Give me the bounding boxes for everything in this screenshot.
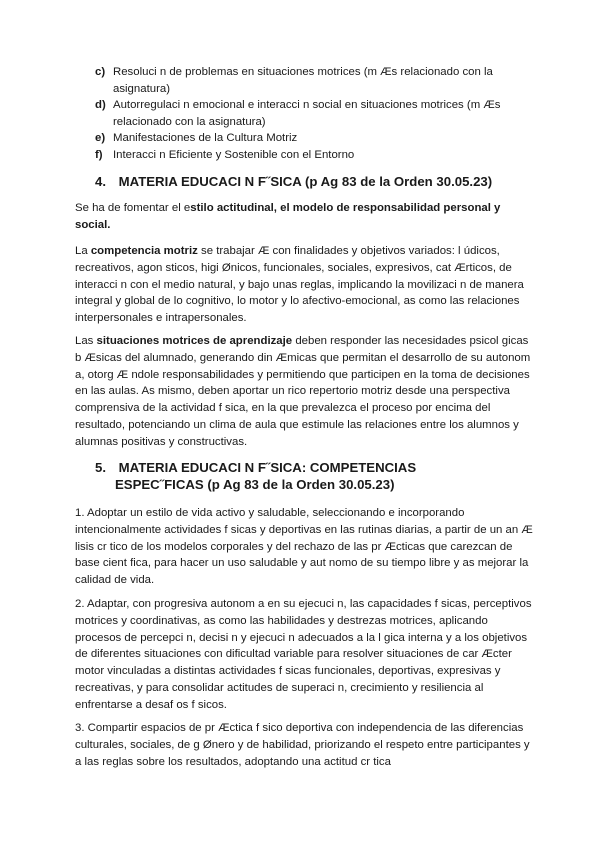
competencia-especifica-1: 1. Adoptar un estilo de vida activo y saludable, seleccionando e incorporando intencionalmente actividades f sicas y deportivas en las rutinas diarias, a partir de un an Æ lisis cr tico de los modelos corporales y del rechazo de las pr Æcticas que carezcan de base cient fica, para hacer un uso saludable y aut nomo de su tiempo libre y as mejorar la calidad de vida. <box>75 507 533 587</box>
section-number: 4. <box>95 174 106 189</box>
list-item-text: Resoluci n de problemas en situaciones motrices (m Æs relacionado con la asignatura) <box>113 66 493 95</box>
paragraph-text: se trabajar Æ con finalidades y objetivos variados: l údicos, recreativos, agon sticos, higi Ønicos, funcionales, sociales, expresivos, cat Ærticos, de interacci n con el medio natural, y bajo unas reglas, implicando la movilizaci n de manera integral y global de lo cognitivo, lo motor y lo afectivo-emocional, as como las relaciones interpersonales e intrapersonales. <box>75 245 524 325</box>
paragraph-bold-text: situaciones motrices de aprendizaje <box>96 335 293 347</box>
paragraph-estilo-actitudinal <box>75 200 535 234</box>
list-item-text: Manifestaciones de la Cultura Motriz <box>113 132 298 145</box>
paragraph-bold-text: stilo actitudinal, el modelo de responsabilidad personal y social. <box>75 202 501 231</box>
paragraph-text: Las <box>75 335 97 347</box>
list-item-text: Interacci n Eficiente y Sostenible con el Entorno <box>113 148 355 161</box>
list-marker: c) <box>95 66 106 78</box>
paragraph-situaciones-motrices <box>75 333 535 451</box>
list-marker: e) <box>95 132 106 145</box>
paragraph-bold-text: competencia motriz <box>90 245 198 257</box>
competencia-especifica-3: 3. Compartir espacios de pr Æctica f sico deportiva con independencia de las diferencias culturales, sociales, de g Ønero y de habilidad, priorizando el respeto entre participantes y a las reglas sobre los resultados, adoptando una actitud cr tica <box>75 722 530 768</box>
competencias-clave-list <box>95 64 553 164</box>
list-marker: f) <box>95 148 103 161</box>
section-5-heading <box>95 459 416 493</box>
list-item <box>95 147 553 164</box>
section-title-line2: ESPEC˝FICAS (p Ag 83 de la Orden 30.05.23) <box>115 477 395 492</box>
paragraph-text: La <box>75 245 91 257</box>
section-title-line1: MATERIA EDUCACI N F˝SICA: COMPETENCIAS <box>118 460 417 475</box>
list-item <box>95 64 533 97</box>
paragraph-text: deben responder las necesidades psicol gicas b Æsicas del alumnado, generando din Æmicas que permitan el desarrollo de su autonom a, otorg Æ ndole responsabilidades y permitiendo que participen en la toma de decisiones en las aulas. As mismo, deben aportar un rico repertorio motriz desde una perspectiva comprensiva de la actividad f sica, en la que prevalezca el proceso por encima del resultado, potenciando un clima de aula que estimule las relaciones entre los alumnos y alumnas positivas y constructivas. <box>75 335 531 448</box>
list-item-text: Autorregulaci n emocional e interacci n social en situaciones motrices (m Æs relacionado con la asignatura) <box>113 99 501 128</box>
section-number: 5. <box>95 460 106 475</box>
list-marker: d) <box>95 99 106 112</box>
competencia-especifica-2: 2. Adaptar, con progresiva autonom a en su ejecuci n, las capacidades f sicas, perceptivos motrices y coordinativas, as como las habilidades y destrezas motrices, aplicando procesos de percepci n, decisi n y ejecuci n adecuados a la l gica interna y a los objetivos de diferentes situaciones con dificultad variable para resolver situaciones de car Æcter motor vinculadas a distintas actividades f sicas funcionales, deportivas, expresivas y recreativas, y para consolidar actitudes de superaci n, crecimiento y resiliencia al enfrentarse a desaf os f sicos. <box>75 598 532 711</box>
list-item <box>95 97 553 130</box>
list-item <box>95 130 553 147</box>
paragraph-text: Se ha de fomentar el e <box>75 202 191 214</box>
paragraph-competencia-motriz <box>75 243 535 327</box>
section-title: MATERIA EDUCACI N F˝SICA (p Ag 83 de la Orden 30.05.23) <box>118 174 493 189</box>
section-4-heading <box>95 173 492 190</box>
